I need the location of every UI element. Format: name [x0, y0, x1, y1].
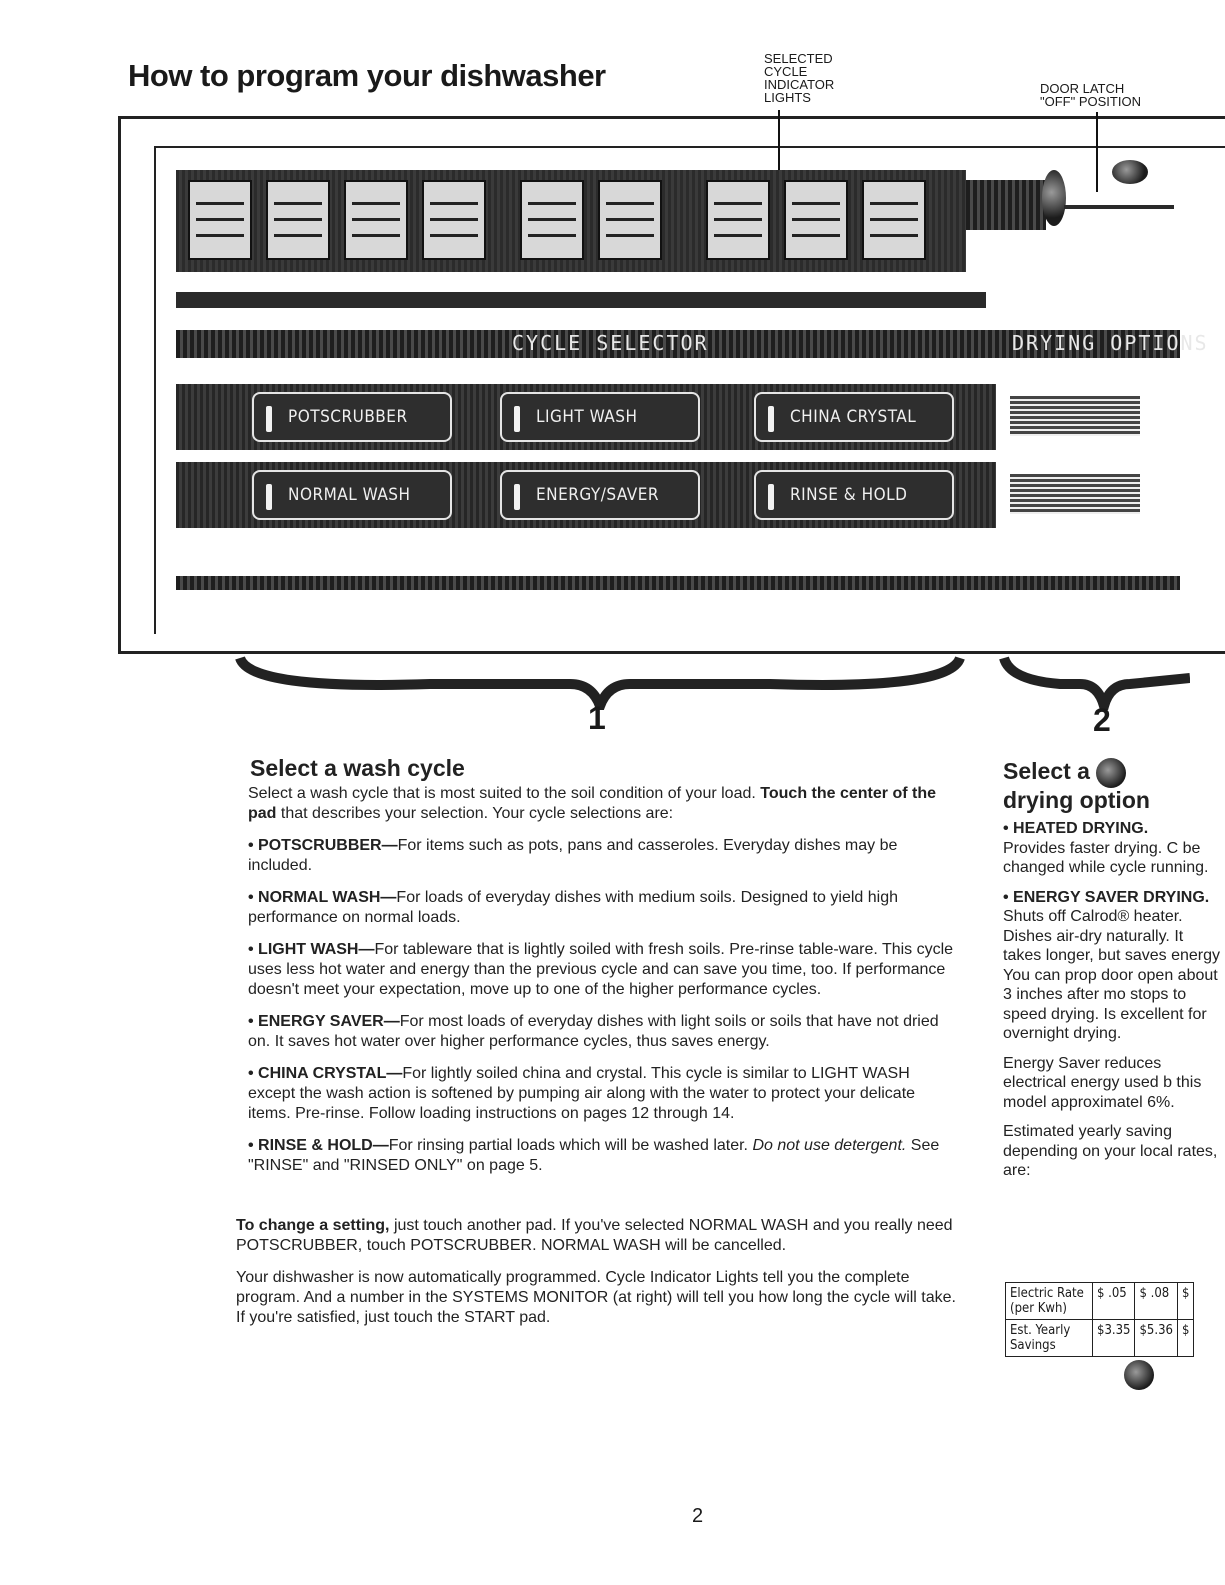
wash-cycle-heading: Select a wash cycle	[250, 755, 465, 781]
cycle-description: For items such as pots, pans and casseroles. Everyday dishes may be included.	[248, 837, 898, 874]
step-1-number: 1	[588, 700, 606, 736]
heated-drying-option	[1003, 819, 1225, 878]
savings-estimate-note: Estimated yearly saving depending on your local rates, are:	[1003, 1123, 1218, 1179]
pad-label: POTSCRUBBER	[288, 407, 408, 427]
cycle-light-wash: • LIGHT WASH—For tableware that is lightly soiled with fresh soils. Pre-rinse table-ware. This cycle uses less hot water and energy than the previous cycle and can save you time, too. If performance doesn't meet your expectation, move up to one of the higher performance cycles.	[248, 941, 954, 998]
table-cell: $3.35	[1093, 1320, 1135, 1357]
brace-drying-options	[990, 650, 1190, 710]
door-latch-handle[interactable]	[1042, 170, 1066, 226]
cycle-description: For loads of everyday dishes with medium soils. Designed to yield high performance on normal loads.	[248, 889, 898, 926]
change-setting-paragraph	[236, 1216, 956, 1256]
wash-intro	[248, 784, 956, 824]
step-2-number: 2	[1093, 702, 1111, 738]
cycle-energy-saver: • ENERGY SAVER—For most loads of everyday dishes with light soils or soils that have not dried on. It saves hot water over higher performance cycles, thus saves energy.	[248, 1013, 939, 1050]
callout-line: "OFF" POSITION	[1040, 94, 1141, 109]
table-cell: Est. Yearly Savings	[1006, 1320, 1093, 1357]
cycle-rinse-hold: • RINSE & HOLD—For rinsing partial loads which will be washed later. Do not use detergent. See "RINSE" and "RINSED ONLY" on page 5.	[248, 1137, 940, 1174]
latch-leader-line	[1096, 112, 1098, 192]
heated-drying-pad[interactable]	[1010, 396, 1140, 436]
dial-icon	[1096, 758, 1126, 788]
rinse-hold-pad[interactable]	[754, 470, 954, 520]
table-cell: $	[1177, 1283, 1193, 1320]
cycle-indicator-lights	[176, 170, 966, 272]
pad-label: RINSE & HOLD	[790, 485, 908, 505]
callout-line: DOOR LATCH	[1040, 81, 1125, 96]
indicator-light	[266, 180, 330, 260]
change-setting-emphasis: To change a setting,	[236, 1217, 390, 1234]
indicator-light	[784, 180, 848, 260]
cycle-description: For most loads of everyday dishes with light soils or soils that have not dried on. It saves hot water over higher performance cycles, thus saves energy.	[248, 1013, 939, 1050]
indicator-light	[188, 180, 252, 260]
cycle-name: ENERGY SAVER—	[258, 1013, 400, 1030]
light-wash-pad[interactable]	[500, 392, 700, 442]
intro-emphasis: Touch the center of the pad	[248, 785, 936, 822]
pad-label: ENERGY/SAVER	[536, 485, 660, 505]
callout-line: CYCLE	[764, 64, 808, 79]
drying-option-heading	[1003, 758, 1225, 813]
option-description: Shuts off Calrod® heater. Dishes air-dry naturally. It takes longer, but saves energy You can prop door open about 3 inches after mo stops to speed drying. Is excellent for overnight drying.	[1003, 908, 1221, 1042]
energy-saver-drying-option	[1003, 888, 1225, 1044]
cycle-name: CHINA CRYSTAL—	[258, 1065, 403, 1082]
cycle-description: See "RINSE" and "RINSED ONLY" on page 5.	[248, 1137, 940, 1174]
heading-line: drying option	[1003, 787, 1150, 813]
indicator-light	[422, 180, 486, 260]
option-name: • HEATED DRYING.	[1003, 820, 1149, 837]
energy-reduction-note: Energy Saver reduces electrical energy used b this model approximatel 6%.	[1003, 1054, 1202, 1111]
energy-saver-drying-pad[interactable]	[1010, 474, 1140, 514]
savings-table	[1005, 1282, 1194, 1357]
table-cell: Electric Rate (per Kwh)	[1006, 1283, 1093, 1320]
pad-label: CHINA CRYSTAL	[790, 407, 917, 427]
indicator-light	[520, 180, 584, 260]
drying-option-section	[1003, 758, 1225, 1191]
indicator-light	[862, 180, 926, 260]
option-name: • ENERGY SAVER DRYING.	[1003, 888, 1210, 906]
potscrubber-pad[interactable]	[252, 392, 452, 442]
pad-indicator-icon	[768, 484, 774, 510]
cycle-name: NORMAL WASH—	[258, 889, 397, 906]
energy-saver-pad[interactable]	[500, 470, 700, 520]
cycle-china-crystal: • CHINA CRYSTAL—For lightly soiled china and crystal. This cycle is similar to LIGHT WASH except the wash action is softened by pumping air along with the water to protect your delicate items. Pre-rinse. Follow loading instructions on pages 12 through 14.	[248, 1065, 916, 1122]
pad-indicator-icon	[266, 484, 272, 510]
panel-divider	[176, 292, 986, 308]
table-row	[1006, 1283, 1194, 1320]
closing-paragraph: Your dishwasher is now automatically programmed. Cycle Indicator Lights tell you the complete program. And a number in the SYSTEMS MONITOR (at right) will tell you how long the cycle will take. If you're satisfied, just touch the START pad.	[236, 1269, 956, 1326]
cycle-description: For rinsing partial loads which will be washed later.	[388, 1137, 748, 1154]
latch-knob	[1112, 160, 1148, 184]
page-title: How to program your dishwasher	[128, 58, 606, 93]
callout-line: INDICATOR	[764, 77, 835, 92]
indicator-light	[706, 180, 770, 260]
pad-indicator-icon	[266, 406, 272, 432]
callout-line: SELECTED	[764, 51, 833, 66]
indicator-light	[598, 180, 662, 260]
page-number: 2	[692, 1505, 704, 1527]
normal-wash-pad[interactable]	[252, 470, 452, 520]
dial-icon	[1124, 1360, 1154, 1390]
pad-indicator-icon	[514, 484, 520, 510]
table-cell: $ .08	[1135, 1283, 1177, 1320]
indicator-light	[344, 180, 408, 260]
pad-indicator-icon	[514, 406, 520, 432]
drying-options-label: DRYING OPTIONS	[1012, 331, 1209, 355]
heading-line: Select a	[1003, 758, 1090, 785]
callout-door-latch	[1040, 82, 1141, 108]
wash-cycle-section	[236, 755, 956, 1340]
option-description: Provides faster drying. C be changed while cycle running.	[1003, 839, 1209, 876]
change-setting-text: just touch another pad. If you've selected NORMAL WASH and you really need POTSCRUBBER, touch POTSCRUBBER. NORMAL WASH will be cancelled.	[236, 1217, 953, 1254]
table-row	[1006, 1320, 1194, 1357]
callout-indicator-lights	[764, 52, 834, 104]
pad-label: LIGHT WASH	[536, 407, 638, 427]
cycle-name: LIGHT WASH—	[258, 941, 375, 958]
cycle-name: RINSE & HOLD—	[258, 1137, 389, 1154]
cycle-pad-row-1	[176, 384, 996, 450]
cycle-potscrubber: • POTSCRUBBER—For items such as pots, pans and casseroles. Everyday dishes may be included.	[248, 837, 898, 874]
cycle-normal-wash: • NORMAL WASH—For loads of everyday dishes with medium soils. Designed to yield high performance on normal loads.	[248, 889, 898, 926]
pad-indicator-icon	[768, 406, 774, 432]
cycle-description: For lightly soiled china and crystal. This cycle is similar to LIGHT WASH except the wash action is softened by pumping air along with the water to protect your delicate items. Pre-rinse. Follow loading instructions on pages 12 through 14.	[248, 1065, 916, 1122]
pad-label: NORMAL WASH	[288, 485, 411, 505]
table-cell: $5.36	[1135, 1320, 1177, 1357]
intro-text: Select a wash cycle that is most suited to the soil condition of your load.	[248, 785, 756, 802]
latch-arm	[1064, 205, 1174, 209]
callout-line: LIGHTS	[764, 90, 811, 105]
table-cell: $ .05	[1093, 1283, 1135, 1320]
cycle-selector-label: CYCLE SELECTOR	[512, 331, 709, 355]
intro-text: that describes your selection. Your cycle selections are:	[280, 805, 674, 822]
panel-bottom-strip	[176, 576, 1180, 590]
cycle-pad-row-2	[176, 462, 996, 528]
cycle-description: For tableware that is lightly soiled with fresh soils. Pre-rinse table-ware. This cycle uses less hot water and energy than the previous cycle and can save you time, too. If performance doesn't meet your expectation, move up to one of the higher performance cycles.	[248, 941, 954, 998]
table-cell: $	[1177, 1320, 1193, 1357]
china-crystal-pad[interactable]	[754, 392, 954, 442]
detergent-warning: Do not use detergent.	[752, 1137, 907, 1154]
latch-housing	[966, 180, 1046, 230]
cycle-name: POTSCRUBBER—	[258, 837, 398, 854]
